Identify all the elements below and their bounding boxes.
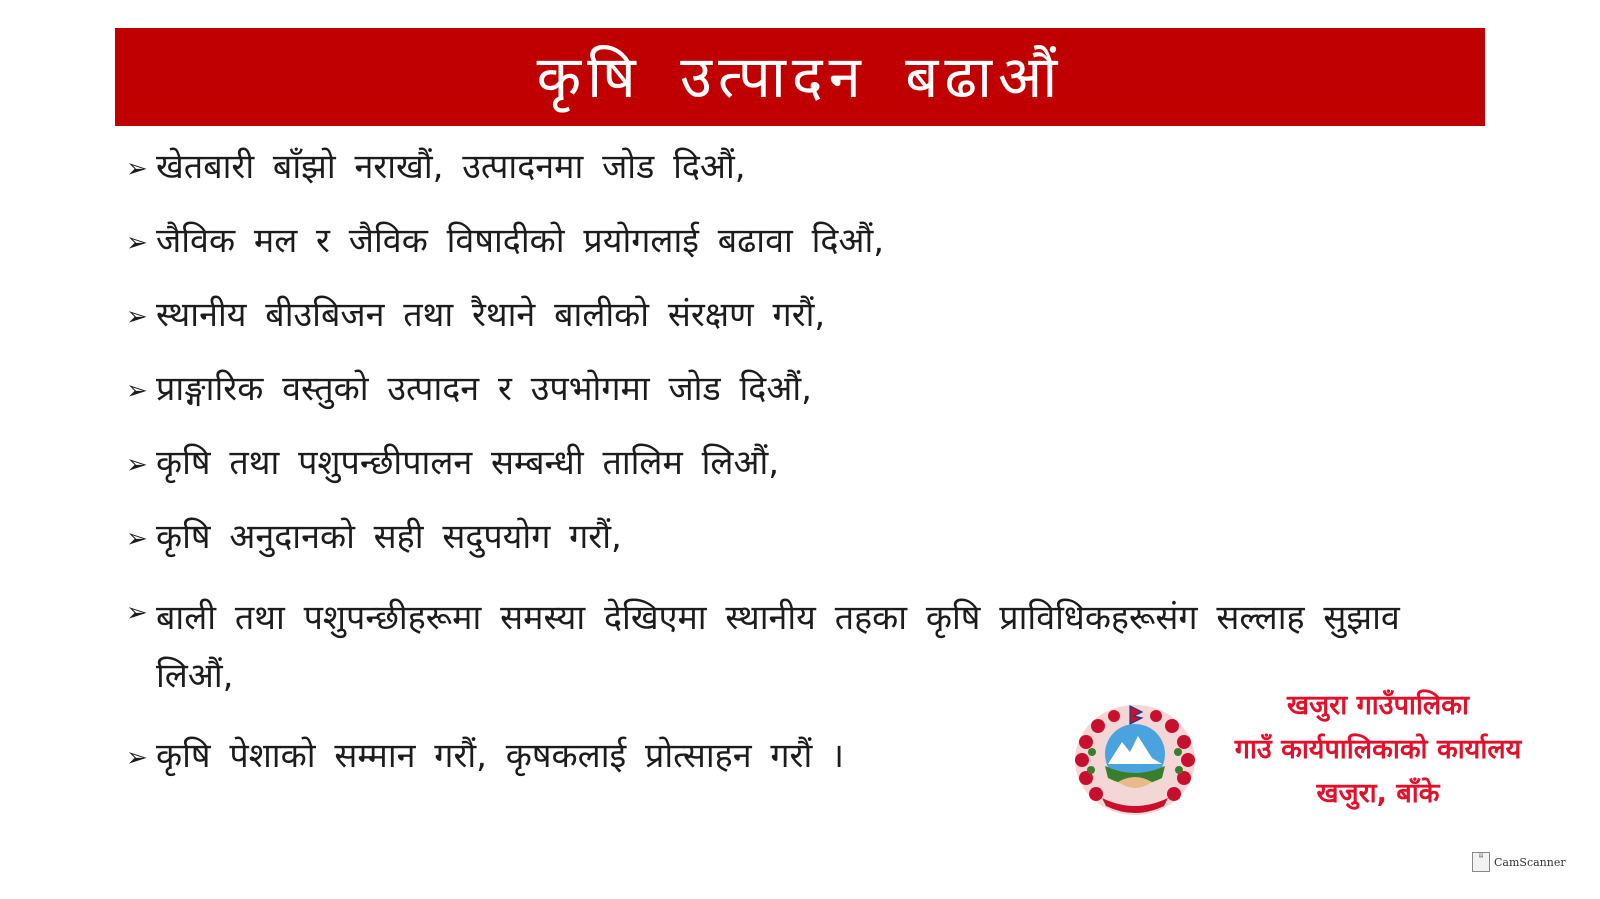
arrow-bullet-icon: ➢ xyxy=(126,302,148,332)
arrow-bullet-icon: ➢ xyxy=(126,228,148,258)
list-item-text: कृषि तथा पशुपन्छीपालन सम्बन्धी तालिम लिऔं, xyxy=(156,443,780,483)
office-address xyxy=(1198,684,1558,816)
nepal-government-emblem-icon xyxy=(1072,702,1198,818)
list-item-text: खेतबारी बाँझो नराखौं, उत्पादनमा जोड दिऔं, xyxy=(156,147,746,187)
page-title: कृषि उत्पादन बढाऔं xyxy=(536,43,1064,111)
arrow-bullet-icon: ➢ xyxy=(126,376,148,406)
list-item-text: कृषि पेशाको सम्मान गरौं, कृषकलाई प्रोत्साहन गरौं । xyxy=(156,736,844,776)
list-item-text: कृषि अनुदानको सही सदुपयोग गरौं, xyxy=(156,517,622,557)
arrow-bullet-icon: ➢ xyxy=(126,524,148,554)
municipality-name: खजुरा गाउँपालिका xyxy=(1287,690,1469,721)
office-name: गाउँ कार्यपालिकाको कार्यालय xyxy=(1234,734,1522,765)
list-item xyxy=(126,441,1466,486)
arrow-bullet-icon: ➢ xyxy=(126,450,148,480)
arrow-bullet-icon: ➢ xyxy=(126,743,148,773)
list-item xyxy=(126,367,1466,412)
list-item-text: बाली तथा पशुपन्छीहरूमा समस्या देखिएमा स्थानीय तहका कृषि प्राविधिकहरूसंग सल्लाह सुझाव लिऔं, xyxy=(156,598,1400,696)
list-item xyxy=(126,515,1466,560)
camscanner-watermark xyxy=(1472,852,1566,872)
arrow-bullet-icon: ➢ xyxy=(126,154,148,184)
office-location: खजुरा, बाँके xyxy=(1316,778,1440,809)
camscanner-logo-icon: ▤ xyxy=(1472,852,1490,872)
list-item-text: प्राङ्गारिक वस्तुको उत्पादन र उपभोगमा जोड दिऔं, xyxy=(156,369,812,409)
list-item xyxy=(126,293,1466,338)
arrow-bullet-icon: ➢ xyxy=(126,598,148,628)
list-item-text: स्थानीय बीउबिजन तथा रैथाने बालीको संरक्षण गरौं, xyxy=(156,295,826,335)
watermark-label: CamScanner xyxy=(1494,855,1566,869)
list-item xyxy=(126,219,1466,264)
title-banner xyxy=(115,28,1485,126)
list-item-text: जैविक मल र जैविक विषादीको प्रयोगलाई बढावा दिऔं, xyxy=(156,221,885,261)
list-item xyxy=(126,145,1466,190)
